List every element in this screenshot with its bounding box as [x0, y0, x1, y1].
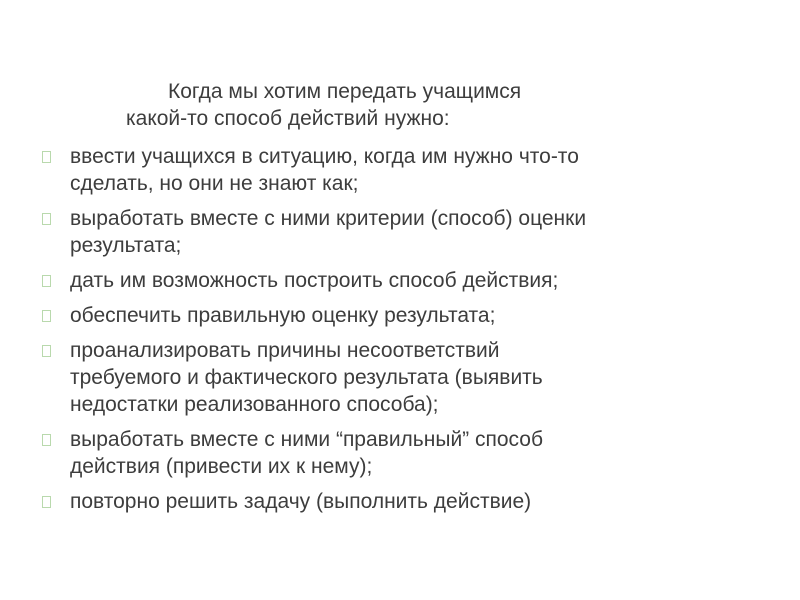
- bullet-marker-icon: [42, 496, 51, 508]
- bullet-text-line: сделать, но они не знают как;: [70, 172, 359, 195]
- bullet-list: [42, 143, 762, 523]
- bullet-text-line: повторно решить задачу (выполнить действие): [70, 490, 532, 513]
- bullet-item: [42, 143, 762, 197]
- bullet-text-line: действия (привести их к нему);: [70, 455, 373, 478]
- bullet-item: [42, 205, 762, 259]
- bullet-text-line: результата;: [70, 234, 182, 257]
- bullet-item: [42, 426, 762, 480]
- bullet-text-line: ввести учащихся в ситуацию, когда им нужно что-то: [70, 145, 579, 168]
- bullet-text-line: выработать вместе с ними “правильный” способ: [70, 428, 543, 451]
- bullet-marker-icon: [42, 434, 51, 446]
- bullet-text-line: обеспечить правильную оценку результата;: [70, 304, 496, 327]
- bullet-marker-icon: [42, 151, 51, 163]
- bullet-text-line: недостатки реализованного способа);: [70, 393, 439, 416]
- bullet-text-line: требуемого и фактического результата (выявить: [70, 366, 543, 389]
- bullet-text-line: выработать вместе с ними критерии (способ) оценки: [70, 207, 587, 230]
- bullet-text-line: проанализировать причины несоответствий: [70, 339, 500, 362]
- slide-heading: [0, 78, 800, 132]
- bullet-item: [42, 488, 762, 515]
- bullet-text-line: дать им возможность построить способ действия;: [70, 269, 559, 292]
- bullet-marker-icon: [42, 213, 51, 225]
- bullet-item: [42, 302, 762, 329]
- bullet-marker-icon: [42, 275, 51, 287]
- bullet-marker-icon: [42, 310, 51, 322]
- bullet-marker-icon: [42, 345, 51, 357]
- heading-line-2: какой-то способ действий нужно:: [126, 107, 450, 130]
- bullet-item: [42, 267, 762, 294]
- bullet-item: [42, 337, 762, 418]
- heading-line-1: Когда мы хотим передать учащимся: [168, 80, 522, 103]
